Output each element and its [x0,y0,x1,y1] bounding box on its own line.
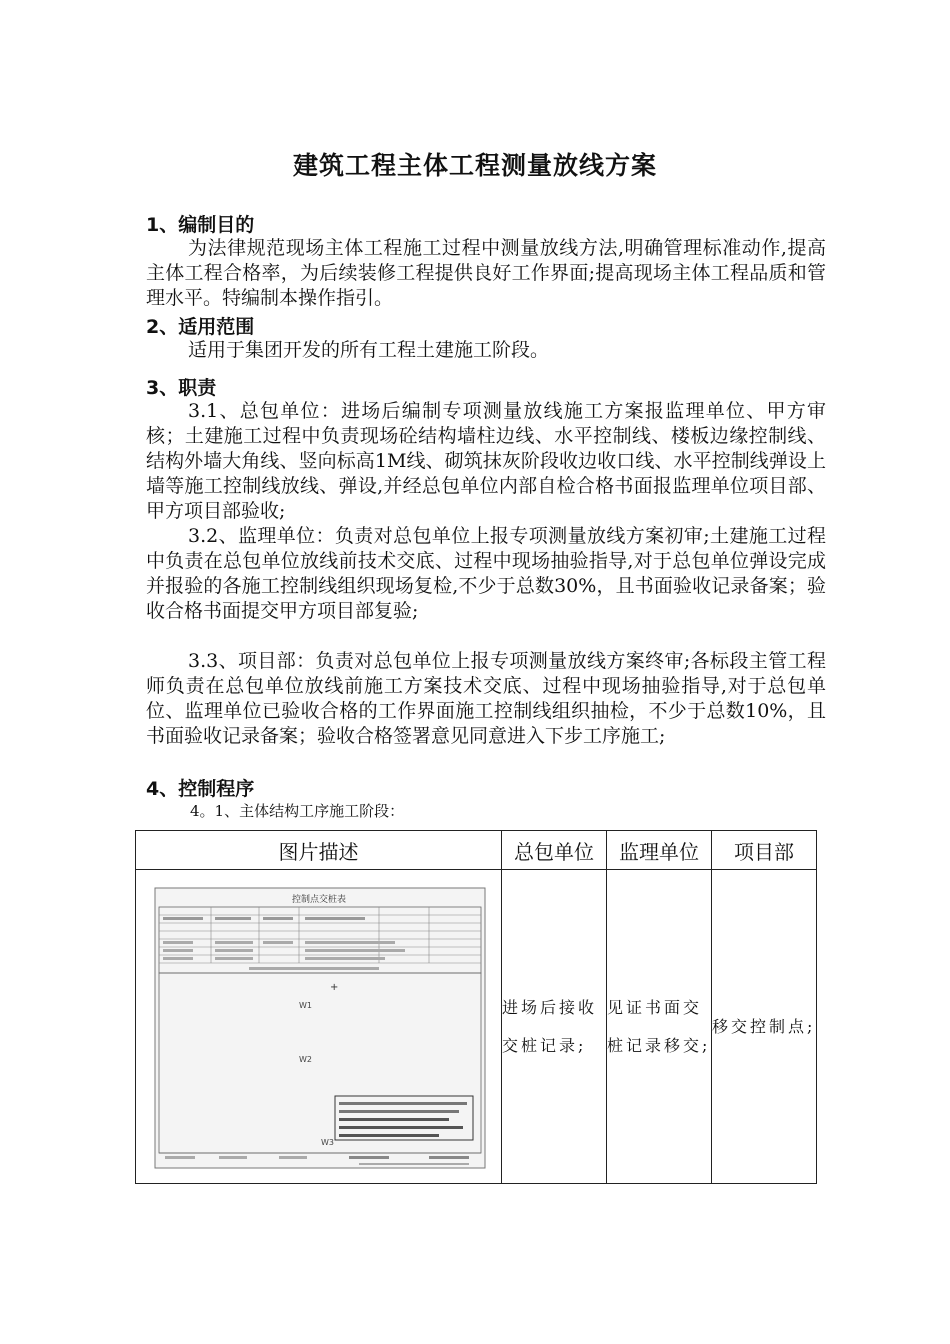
scanned-form-cell [136,870,502,1184]
document-title: 建筑工程主体工程测量放线方案 [292,151,657,180]
section-1-heading: 1、编制目的 [146,214,255,236]
table-header-row [136,831,817,870]
section-3-1-body: 3.1、总包单位：进场后编制专项测量放线施工方案报监理单位、甲方审核；土建施工过程中负责现场砼结构墙柱边线、水平控制线、楼板边缘控制线、结构外墙大角线、竖向标高1M线、砌筑抹灰阶段收边收口线、水平控制线弹设上墙等施工控制线放线、弹设,并经总包单位内部自检合格书面报监理单位项目部、甲方项目部验收; [146,400,826,522]
section-3-heading: 3、职责 [146,377,217,399]
section-3-3-body: 3.3、项目部：负责对总包单位上报专项测量放线方案终审;各标段主管工程师负责在总包单位放线前施工方案技术交底、过程中现场抽验指导,对于总包单位、监理单位已验收合格的工作界面施工控制线组织抽检，不少于总数10%，且书面验收记录备案；验收合格签署意见同意进入下步工序施工; [146,650,826,747]
cell-project-duty: 移交控制点; [712,870,817,1184]
scan-form-title: 控制点交桩表 [291,894,346,905]
procedure-table [135,830,817,1184]
cell-supervisor-duty: 见证书面交桩记录移交; [607,870,712,1184]
section-2-heading: 2、适用范围 [146,316,255,338]
cell-contractor-duty: 进场后接收交桩记录; [502,870,607,1184]
section-4-heading: 4、控制程序 [146,778,255,800]
scanned-control-point-form-image [149,880,489,1174]
svg-text:+: + [329,981,338,993]
header-image-description: 图片描述 [136,831,502,870]
header-supervisor: 监理单位 [607,831,712,870]
scan-point-w3: W3 [320,1137,334,1147]
scan-point-w1: W1 [298,1000,312,1010]
table-row [136,870,817,1184]
header-contractor: 总包单位 [502,831,607,870]
section-3-2-body: 3.2、监理单位：负责对总包单位上报专项测量放线方案初审;土建施工过程中负责在总包单位放线前技术交底、过程中现场抽验指导,对于总包单位弹设完成并报验的各施工控制线组织现场复检,不少于总数30%，且书面验收记录备案；验收合格书面提交甲方项目部复验; [146,525,826,622]
section-4-1-label: 4。1、主体结构工序施工阶段： [190,802,405,820]
header-project-dept: 项目部 [712,831,817,870]
scan-point-w2: W2 [298,1054,312,1064]
section-1-body: 为法律规范现场主体工程施工过程中测量放线方法,明确管理标准动作,提高主体工程合格率，为后续装修工程提供良好工作界面;提高现场主体工程品质和管理水平。特编制本操作指引。 [146,237,826,309]
section-2-body: 适用于集团开发的所有工程土建施工阶段。 [188,339,550,361]
